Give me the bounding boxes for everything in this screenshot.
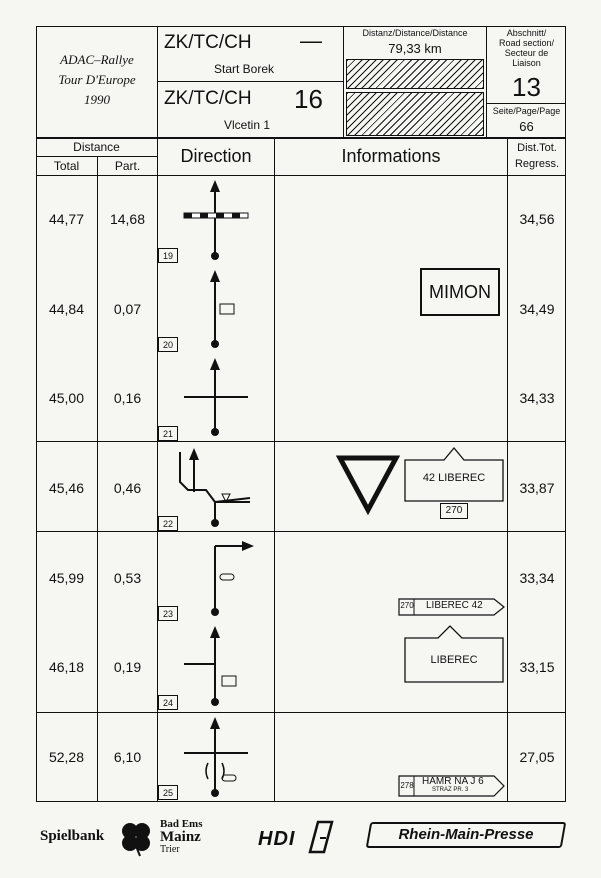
row-7-part: 6,10: [113, 749, 142, 765]
tulip-railway-crossing-icon: [158, 176, 274, 264]
yield-sign-icon: [338, 456, 398, 514]
row-7-total: 52,28: [48, 749, 85, 765]
tulip-straight-sign-icon: [158, 264, 274, 352]
clover-logo-icon: [116, 818, 156, 858]
col-informations: Informations: [341, 146, 441, 166]
row-1-regress: 34,56: [519, 211, 555, 227]
casino-cities: Bad Ems Mainz Trier: [160, 818, 203, 855]
road-270-badge: 270: [440, 503, 468, 519]
spielbank-logo: Spielbank: [40, 828, 105, 844]
row-7-regress: 27,05: [519, 749, 555, 765]
row-4-part: 0,46: [113, 480, 142, 496]
row-4-total: 45,46: [48, 480, 85, 496]
distance-value: 79,33 km: [388, 41, 442, 56]
section-label: Abschnitt/ Road section/ Secteur de Liaison: [498, 28, 555, 68]
row-5-regress: 33,34: [519, 570, 555, 586]
row-5-box: 23: [158, 606, 178, 621]
row-2-box: 20: [158, 337, 178, 352]
row-3-box: 21: [158, 426, 178, 441]
tulip-right-turn-icon: [158, 532, 274, 620]
row-1-part: 14,68: [109, 211, 146, 227]
page-value: 66: [519, 119, 534, 134]
col-total: Total: [53, 159, 80, 173]
arrow-sign-278-sub: STRAZ PR. 3: [432, 787, 469, 793]
from-place: Start Borek: [214, 62, 275, 76]
hdi-emblem-icon: [306, 820, 336, 854]
row-2-part: 0,07: [113, 301, 142, 317]
row-5-total: 45,99: [48, 570, 85, 586]
row-6-box: 24: [158, 695, 178, 710]
from-code: ZK/TC/CH: [164, 32, 252, 53]
mimon-sign: MIMON: [420, 268, 500, 316]
row-4-box: 22: [158, 516, 178, 531]
row-2-total: 44,84: [48, 301, 85, 317]
row-5-part: 0,53: [113, 570, 142, 586]
page-label: Seite/Page/Page: [492, 106, 561, 116]
tulip-bridge-crossroads-icon: [158, 713, 274, 801]
row-6-total: 46,18: [48, 659, 85, 675]
section-value: 13: [512, 72, 541, 102]
row-1-total: 44,77: [48, 211, 85, 227]
liberec-sign-text: 42 LIBEREC: [422, 472, 486, 484]
event-title: ADAC–Rallye Tour D'Europe 1990: [58, 52, 136, 107]
distance-label: Distanz/Distance/Distance: [362, 28, 468, 38]
from-dash: —: [300, 28, 322, 53]
col-part: Part.: [114, 159, 141, 173]
row-6-regress: 33,15: [519, 659, 555, 675]
col-distance: Distance: [73, 140, 120, 154]
row-1-box: 19: [158, 248, 178, 263]
to-place: Vlcetin 1: [224, 118, 271, 132]
tulip-fork-yield-icon: [158, 442, 274, 530]
col-direction: Direction: [180, 146, 252, 166]
liberec-sign2-text: LIBEREC: [430, 654, 478, 666]
hatched-area-1: [346, 59, 484, 89]
arrow-sign-278-text: HAMR NA J 6: [422, 776, 484, 787]
hdi-logo: HDI: [258, 828, 296, 850]
row-3-part: 0,16: [113, 390, 142, 406]
hatched-area-2: [346, 92, 484, 136]
col-dist-tot: Dist.Tot. Regress.: [514, 142, 560, 170]
row-6-part: 0,19: [113, 659, 142, 675]
tulip-crossroads-icon: [158, 352, 274, 440]
rhein-main-presse-logo: Rhein-Main-Presse: [366, 822, 567, 848]
row-2-regress: 34,49: [519, 301, 555, 317]
to-code: ZK/TC/CH: [164, 88, 252, 109]
tulip-left-junction-icon: [158, 620, 274, 708]
row-3-total: 45,00: [48, 390, 85, 406]
row-3-regress: 34,33: [519, 390, 555, 406]
row-4-regress: 33,87: [519, 480, 555, 496]
row-7-box: 25: [158, 785, 178, 800]
arrow-sign-278-num: 278: [400, 781, 414, 790]
arrow-sign-270-num: 270: [400, 601, 414, 610]
arrow-sign-270-text: LIBEREC 42: [426, 600, 483, 611]
to-number: 16: [294, 84, 323, 114]
